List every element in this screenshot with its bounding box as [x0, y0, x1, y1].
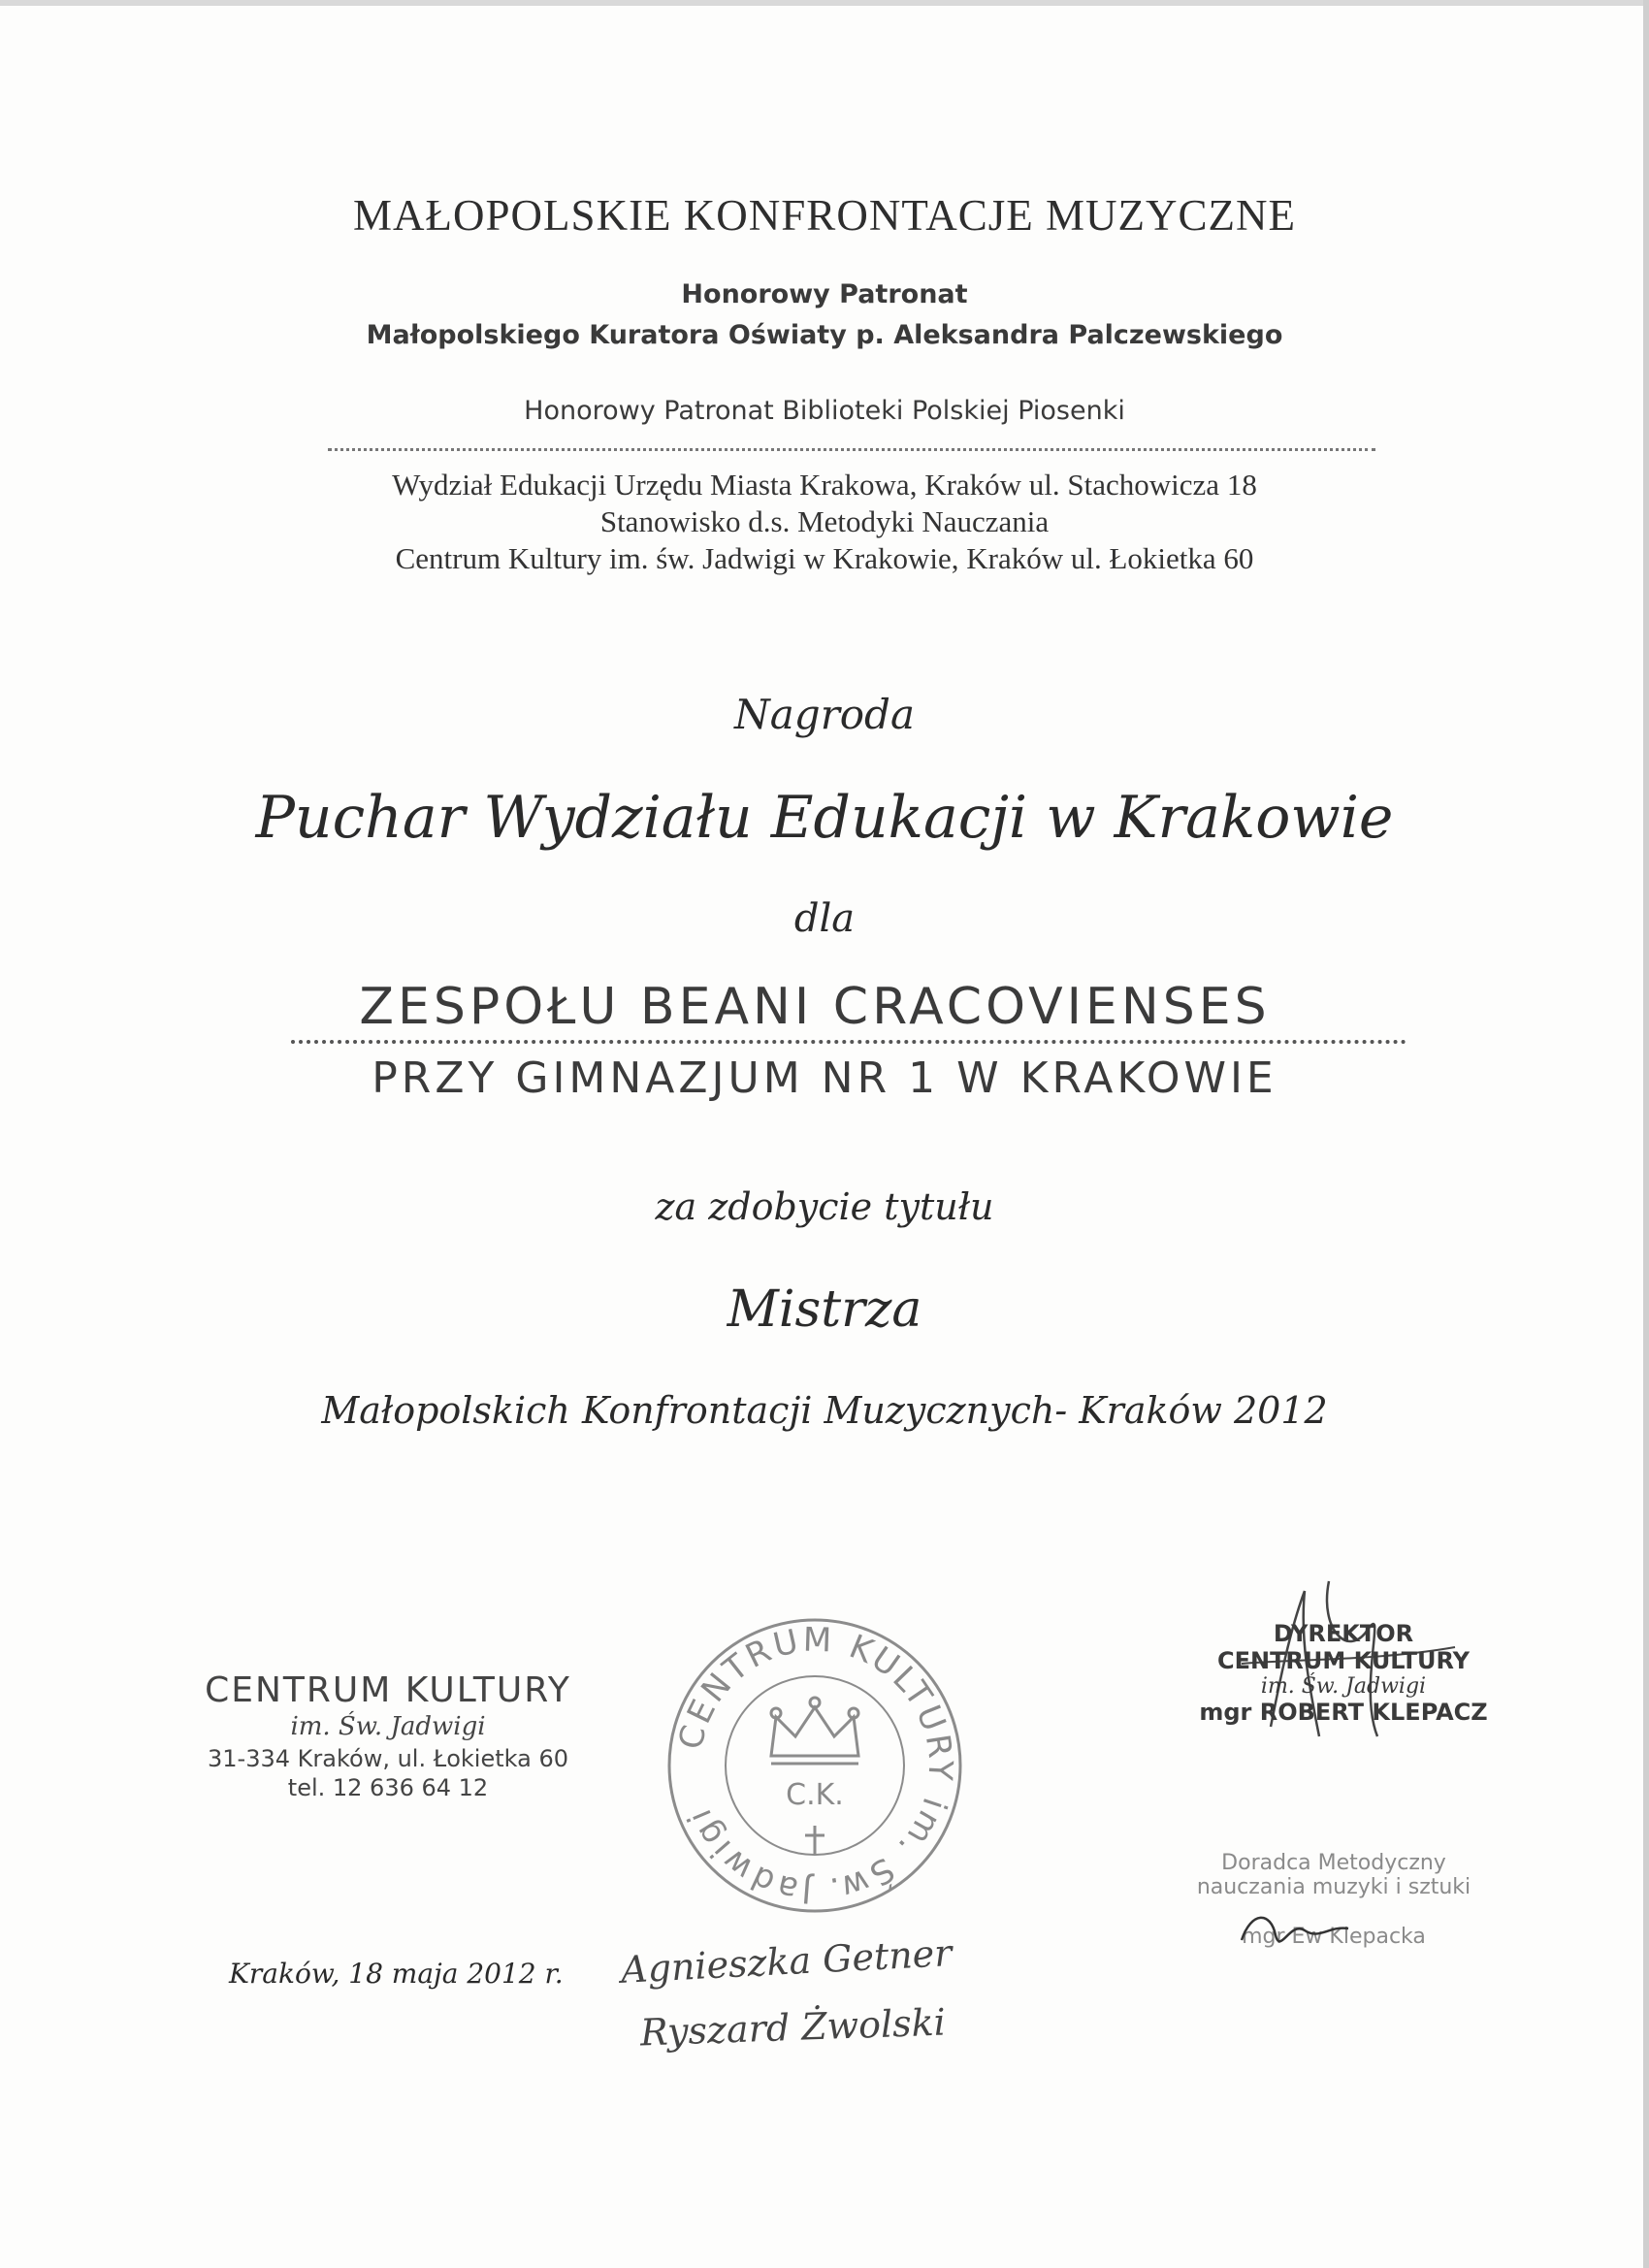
- award-name: Puchar Wydziału Edukacji w Krakowie: [255, 784, 1394, 852]
- director-stamp: [1183, 1620, 1504, 1726]
- award-reason: za zdobycie tytułu: [655, 1185, 994, 1228]
- crown-icon: [771, 1698, 858, 1764]
- award-title: Mistrza: [727, 1280, 922, 1339]
- award-label: Nagroda: [734, 691, 915, 738]
- place-date: Kraków, 18 maja 2012 r.: [229, 1958, 564, 1990]
- patron-line-1: Honorowy Patronat: [681, 279, 968, 309]
- director-patron: im. Św. Jadwigi: [1260, 1674, 1427, 1699]
- patron-line-2: Małopolskiego Kuratora Oświaty p. Aleksandra Palczewskiego: [366, 320, 1283, 350]
- seal-ring-text: CENTRUM KULTURY im. Św. Jadwigi: [671, 1620, 960, 1911]
- award-for-word: dla: [793, 896, 856, 941]
- seal-graphic: [660, 1610, 970, 1921]
- dotted-divider: [328, 448, 1375, 451]
- advisor-signature: [1232, 1901, 1387, 1960]
- seal-center-text: C.K.: [786, 1778, 844, 1812]
- organizer-line: Wydział Edukacji Urzędu Miasta Krakowa, Kraków ul. Stachowicza 18: [392, 468, 1257, 502]
- stamp-org-name: CENTRUM KULTURY: [205, 1670, 571, 1710]
- advisor-name: mgr Ew Klepacka: [1242, 1925, 1426, 1949]
- recipient-line-1: ZESPOŁU BEANI CRACOVIENSES: [359, 978, 1271, 1036]
- recipient-line-2: PRZY GIMNAZJUM NR 1 W KRAKOWIE: [372, 1053, 1277, 1103]
- stamp-address: 31-334 Kraków, ul. Łokietka 60: [208, 1745, 568, 1772]
- round-seal: [660, 1610, 970, 1921]
- stamp-phone: tel. 12 636 64 12: [287, 1774, 489, 1801]
- director-title: DYREKTOR: [1273, 1620, 1414, 1647]
- scan-edge-top: [0, 0, 1649, 6]
- centrum-kultury-stamp: [184, 1670, 592, 1801]
- handwritten-signature-1: Agnieszka Getner: [620, 1931, 954, 1992]
- organizer-line: Stanowisko d.s. Metodyki Nauczania: [599, 504, 1050, 538]
- director-org: CENTRUM KULTURY: [1216, 1647, 1471, 1674]
- cross-icon: [805, 1826, 824, 1855]
- director-name: mgr ROBERT KLEPACZ: [1199, 1699, 1488, 1726]
- patron-library: Honorowy Patronat Biblioteki Polskiej Piosenki: [524, 396, 1125, 426]
- organizer-line: Centrum Kultury im. św. Jadwigi w Krakowie, Kraków ul. Łokietka 60: [395, 541, 1254, 575]
- advisor-line-1: Doradca Metodyczny: [1221, 1851, 1446, 1875]
- stamp-patron: im. Św. Jadwigi: [290, 1712, 486, 1741]
- award-event: Małopolskich Konfrontacji Muzycznych- Kraków 2012: [321, 1389, 1328, 1432]
- handwritten-signature-2: Ryszard Żwolski: [639, 2000, 947, 2055]
- main-title: MAŁOPOLSKIE KONFRONTACJE MUZYCZNE: [353, 191, 1296, 240]
- advisor-line-2: nauczania muzyki i sztuki: [1196, 1875, 1471, 1899]
